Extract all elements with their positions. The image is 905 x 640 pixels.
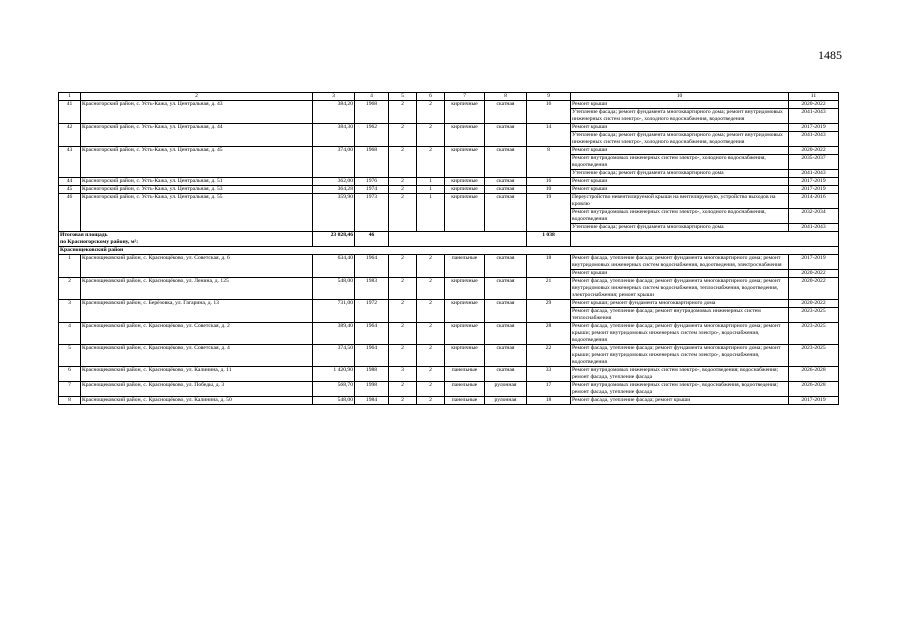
address-cell: Красногорский район, с. Усть-Кажа, ул. Центральная, д. 44 — [81, 124, 313, 147]
flats-cell: 28 — [527, 323, 571, 345]
column-number: 2 — [81, 93, 313, 101]
walls-cell: кирпичные — [445, 101, 485, 124]
floors-cell: 2 — [389, 278, 417, 300]
entrances-cell: 1 — [417, 186, 445, 194]
period-cell: 2020-2022 — [789, 300, 839, 308]
flats-cell: 8 — [527, 147, 571, 178]
row-number: 1 — [59, 255, 81, 278]
entrances-cell: 2 — [417, 367, 445, 382]
area-cell: 548,00 — [313, 278, 355, 300]
table-row — [59, 178, 839, 186]
roof-cell: скатная — [485, 178, 527, 186]
row-number: 46 — [59, 194, 81, 232]
period-cell: 2035-2037 — [789, 155, 839, 170]
period-cell: 2041-2043 — [789, 224, 839, 232]
floors-cell: 2 — [389, 194, 417, 232]
period-cell: 2020-2022 — [789, 270, 839, 278]
total-label — [59, 232, 313, 247]
table-row — [59, 382, 839, 397]
area-cell: 568,70 — [313, 382, 355, 397]
year-cell: 1968 — [355, 101, 389, 124]
work-type-cell: Утепление фасада; ремонт фундамента многоквартирного дома — [571, 170, 789, 178]
table-row — [59, 101, 839, 109]
table-row — [59, 186, 839, 194]
walls-cell: панельные — [445, 382, 485, 397]
work-type-cell: Ремонт крыши — [571, 178, 789, 186]
address-cell: Краснощековский район, с. Краснощёково, ул. Советская, д. 4 — [81, 345, 313, 367]
column-number: 3 — [313, 93, 355, 101]
entrances-cell: 2 — [417, 323, 445, 345]
area-cell: 634,40 — [313, 255, 355, 278]
flats-cell: 29 — [527, 300, 571, 323]
entrances-cell: 2 — [417, 278, 445, 300]
roof-cell: скатная — [485, 147, 527, 178]
area-cell: 374,00 — [313, 147, 355, 178]
floors-cell: 2 — [389, 300, 417, 323]
work-type-cell: Ремонт крыши — [571, 270, 789, 278]
table-row — [59, 278, 839, 300]
work-type-cell: Ремонт фасада, утепление фасада; ремонт фундамента многоквартирного дома; ремонт внутридомовых инженерных систем водоснабжения, водоотведения, электроснабжения — [571, 255, 789, 270]
total-label-line1: Итоговая площадь — [60, 232, 108, 238]
row-number: 5 — [59, 345, 81, 367]
period-cell: 2041-2043 — [789, 132, 839, 147]
roof-cell: скатная — [485, 323, 527, 345]
work-type-cell: Ремонт фасада, утепление фасада; ремонт фундамента многоквартирного дома; ремонт крыши; ремонт внутридомовых инженерных систем электро-, водоснабжения, водоотведения — [571, 345, 789, 367]
column-number: 6 — [417, 93, 445, 101]
column-number: 11 — [789, 93, 839, 101]
row-number: 6 — [59, 367, 81, 382]
work-type-cell: Ремонт крыши; ремонт фундамента многоквартирного дома — [571, 300, 789, 308]
period-cell: 2023-2025 — [789, 345, 839, 367]
work-type-cell: Ремонт фасада, утепление фасада; ремонт крыши — [571, 397, 789, 405]
work-type-cell: Ремонт крыши — [571, 147, 789, 155]
year-cell: 1973 — [355, 194, 389, 232]
flats-cell: 18 — [527, 397, 571, 405]
address-cell: Краснощековский район, с. Краснощёково, ул. Ленина, д. 125 — [81, 278, 313, 300]
work-type-cell: Ремонт крыши — [571, 124, 789, 132]
work-type-cell: Утепление фасада; ремонт фундамента многоквартирного дома; ремонт внутридомовых инженерных систем электро-, холодного водоснабжения, водоотведения — [571, 109, 789, 124]
floors-cell: 2 — [389, 397, 417, 405]
address-cell: Краснощековский район, с. Краснощёково, ул. Советская, д. 2 — [81, 323, 313, 345]
table-row — [59, 255, 839, 270]
table-row — [59, 124, 839, 132]
walls-cell: кирпичные — [445, 178, 485, 186]
period-cell: 2014-2016 — [789, 194, 839, 209]
address-cell: Краснощековский район, с. Краснощёково, ул. Калинина, д. 11 — [81, 367, 313, 382]
period-cell: 2026-2028 — [789, 382, 839, 397]
floors-cell: 2 — [389, 382, 417, 397]
floors-cell: 3 — [389, 367, 417, 382]
row-number: 7 — [59, 382, 81, 397]
year-cell: 1972 — [355, 300, 389, 323]
walls-cell: панельные — [445, 397, 485, 405]
address-cell: Красногорский район, с. Усть-Кажа, ул. Центральная, д. 53 — [81, 186, 313, 194]
floors-cell: 2 — [389, 124, 417, 147]
walls-cell: кирпичные — [445, 278, 485, 300]
row-number: 3 — [59, 300, 81, 323]
column-number: 10 — [571, 93, 789, 101]
year-cell: 1984 — [355, 397, 389, 405]
district-name: Краснощековский район — [59, 247, 839, 255]
row-number: 2 — [59, 278, 81, 300]
flats-cell: 10 — [527, 186, 571, 194]
entrances-cell: 1 — [417, 178, 445, 186]
area-cell: 389,40 — [313, 323, 355, 345]
roof-cell: скатная — [485, 278, 527, 300]
floors-cell: 2 — [389, 147, 417, 178]
roof-cell: скатная — [485, 124, 527, 147]
table-row — [59, 323, 839, 345]
roof-cell: скатная — [485, 300, 527, 323]
flats-cell: 16 — [527, 178, 571, 186]
period-cell: 2023-2025 — [789, 308, 839, 323]
year-cell: 1998 — [355, 382, 389, 397]
area-cell: 359,90 — [313, 194, 355, 232]
year-cell: 1976 — [355, 178, 389, 186]
column-number: 1 — [59, 93, 81, 101]
walls-cell: кирпичные — [445, 345, 485, 367]
table-row — [59, 397, 839, 405]
work-type-cell: Ремонт фасада, утепление фасада; ремонт внутридомовых инженерных систем теплоснабжения — [571, 308, 789, 323]
row-number: 42 — [59, 124, 81, 147]
empty-cell — [571, 232, 839, 247]
column-number: 9 — [527, 93, 571, 101]
column-number: 5 — [389, 93, 417, 101]
row-number: 4 — [59, 323, 81, 345]
period-cell: 2041-2043 — [789, 170, 839, 178]
flats-cell: 33 — [527, 367, 571, 382]
address-cell: Краснощековский район, с. Краснощёково, ул. Советская, д. 6 — [81, 255, 313, 278]
area-cell: 731,00 — [313, 300, 355, 323]
address-cell: Краснощековский район, с. Берёзовка, ул. Гагарина, д. 13 — [81, 300, 313, 323]
entrances-cell: 2 — [417, 300, 445, 323]
work-type-cell: Ремонт фасада, утепление фасада; ремонт фундамента многоквартирного дома; ремонт внутридомовых инженерных систем водоснабжения, теплоснабжения, водоотведения, электроснабжения; ремонт крыши — [571, 278, 789, 300]
work-type-cell: Ремонт крыши — [571, 101, 789, 109]
period-cell: 2020-2022 — [789, 101, 839, 109]
flats-cell: 21 — [527, 278, 571, 300]
floors-cell: 2 — [389, 255, 417, 278]
roof-cell: скатная — [485, 101, 527, 124]
work-type-cell: Ремонт фасада, утепление фасада; ремонт фундамента многоквартирного дома; ремонт крыши; ремонт внутридомовых инженерных систем электро-, водоснабжения, водоотведения — [571, 323, 789, 345]
work-type-cell: Утепление фасада; ремонт фундамента многоквартирного дома; ремонт внутридомовых инженерных систем электро-, холодного водоснабжения, водоотведения — [571, 132, 789, 147]
period-cell: 2020-2022 — [789, 147, 839, 155]
year-cell: 1964 — [355, 323, 389, 345]
entrances-cell: 2 — [417, 147, 445, 178]
row-number: 45 — [59, 186, 81, 194]
year-cell: 1964 — [355, 345, 389, 367]
walls-cell: панельные — [445, 255, 485, 278]
floors-cell: 2 — [389, 345, 417, 367]
period-cell: 2020-2022 — [789, 278, 839, 300]
entrances-cell: 2 — [417, 101, 445, 124]
year-cell: 1983 — [355, 278, 389, 300]
entrances-cell: 2 — [417, 255, 445, 278]
area-cell: 364,28 — [313, 186, 355, 194]
period-cell: 2017-2019 — [789, 255, 839, 270]
year-cell: 1964 — [355, 255, 389, 278]
address-cell: Краснощековский район, с. Краснощёково, ул. Калинина, д. 50 — [81, 397, 313, 405]
work-type-cell: Утепление фасада; ремонт фундамента многоквартирного дома — [571, 224, 789, 232]
page-number: 1485 — [818, 48, 842, 62]
work-type-cell: Ремонт внутридомовых инженерных систем электро-, холодного водоснабжения, водоотведения — [571, 155, 789, 170]
walls-cell: кирпичные — [445, 186, 485, 194]
total-flats: 1 038 — [527, 232, 571, 247]
area-cell: 384,20 — [313, 101, 355, 124]
row-number: 44 — [59, 178, 81, 186]
row-number: 41 — [59, 101, 81, 124]
table-row — [59, 367, 839, 382]
year-cell: 1988 — [355, 367, 389, 382]
total-label-line2: по Красногорскому району, м²: — [60, 239, 139, 245]
table-row — [59, 194, 839, 209]
address-cell: Краснощековский район, с. Краснощёково, ул. Победы, д. 3 — [81, 382, 313, 397]
area-cell: 374,50 — [313, 345, 355, 367]
entrances-cell: 2 — [417, 345, 445, 367]
walls-cell: кирпичные — [445, 194, 485, 232]
row-number: 8 — [59, 397, 81, 405]
flats-cell: 14 — [527, 124, 571, 147]
walls-cell: кирпичные — [445, 300, 485, 323]
work-type-cell: Ремонт крыши — [571, 186, 789, 194]
period-cell: 2017-2019 — [789, 397, 839, 405]
roof-cell: скатная — [485, 186, 527, 194]
table-row — [59, 300, 839, 308]
row-number: 43 — [59, 147, 81, 178]
roof-cell: скатная — [485, 194, 527, 232]
column-number-row — [59, 93, 839, 101]
floors-cell: 2 — [389, 178, 417, 186]
walls-cell: кирпичные — [445, 323, 485, 345]
year-cell: 1968 — [355, 147, 389, 178]
area-cell: 548,00 — [313, 397, 355, 405]
area-cell: 362,00 — [313, 178, 355, 186]
work-type-cell: Ремонт внутридомовых инженерных систем электро-, холодного водоснабжения, водоотведения — [571, 209, 789, 224]
column-number: 8 — [485, 93, 527, 101]
total-row — [59, 232, 839, 247]
address-cell: Красногорский район, с. Усть-Кажа, ул. Центральная, д. 55 — [81, 194, 313, 232]
address-cell: Красногорский район, с. Усть-Кажа, ул. Центральная, д. 51 — [81, 178, 313, 186]
period-cell: 2017-2019 — [789, 186, 839, 194]
period-cell: 2041-2043 — [789, 109, 839, 124]
period-cell: 2017-2019 — [789, 178, 839, 186]
floors-cell: 2 — [389, 323, 417, 345]
roof-cell: скатная — [485, 345, 527, 367]
roof-cell: рулонная — [485, 382, 527, 397]
column-number: 7 — [445, 93, 485, 101]
flats-cell: 19 — [527, 194, 571, 232]
roof-cell: скатная — [485, 367, 527, 382]
district-heading-row — [59, 247, 839, 255]
work-type-cell: Ремонт внутридомовых инженерных систем электро-, водоснабжения, водоотведения; ремонт фасада, утепление фасада — [571, 382, 789, 397]
area-cell: 1 420,90 — [313, 367, 355, 382]
period-cell: 2017-2019 — [789, 124, 839, 132]
entrances-cell: 2 — [417, 397, 445, 405]
year-cell: 1962 — [355, 124, 389, 147]
period-cell: 2026-2028 — [789, 367, 839, 382]
work-type-cell: Ремонт внутридомовых инженерных систем электро-, водоотведения; водоснабжения; ремонт фасада, утепление фасада — [571, 367, 789, 382]
roof-cell: скатная — [485, 255, 527, 278]
roof-cell: рулонная — [485, 397, 527, 405]
total-area: 23 028,46 — [313, 232, 355, 247]
walls-cell: панельные — [445, 367, 485, 382]
table-row — [59, 345, 839, 367]
total-count: 46 — [355, 232, 389, 247]
table-row — [59, 147, 839, 155]
year-cell: 1974 — [355, 186, 389, 194]
floors-cell: 2 — [389, 101, 417, 124]
empty-cell — [389, 232, 527, 247]
period-cell: 2023-2025 — [789, 323, 839, 345]
entrances-cell: 2 — [417, 382, 445, 397]
flats-cell: 22 — [527, 345, 571, 367]
entrances-cell: 2 — [417, 124, 445, 147]
flats-cell: 18 — [527, 255, 571, 278]
floors-cell: 2 — [389, 186, 417, 194]
address-cell: Красногорский район, с. Усть-Кажа, ул. Центральная, д. 43 — [81, 101, 313, 124]
flats-cell: 17 — [527, 382, 571, 397]
walls-cell: кирпичные — [445, 124, 485, 147]
entrances-cell: 1 — [417, 194, 445, 232]
work-type-cell: Переустройство невентилируемой крыши на вентилируемую, устройство выходов на кровлю — [571, 194, 789, 209]
address-cell: Красногорский район, с. Усть-Кажа, ул. Центральная, д. 45 — [81, 147, 313, 178]
walls-cell: кирпичные — [445, 147, 485, 178]
repair-schedule-table — [58, 92, 838, 405]
period-cell: 2032-2034 — [789, 209, 839, 224]
flats-cell: 16 — [527, 101, 571, 124]
column-number: 4 — [355, 93, 389, 101]
area-cell: 384,30 — [313, 124, 355, 147]
